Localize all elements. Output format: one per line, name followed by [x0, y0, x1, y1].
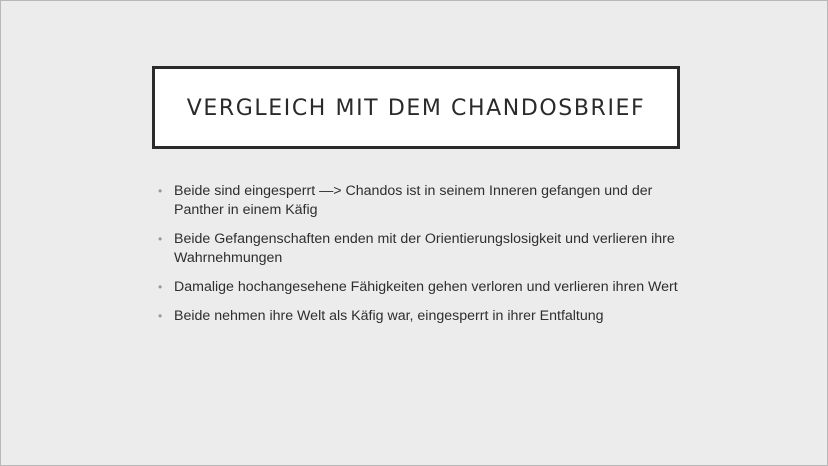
- bullet-item: [158, 307, 678, 326]
- bullet-icon: •: [158, 309, 163, 323]
- bullet-icon: •: [158, 232, 163, 246]
- bullet-item: [158, 230, 678, 268]
- bullet-text: Beide sind eingesperrt —> Chandos ist in seinem Inneren gefangen und der Panther in einem Käfig: [174, 183, 653, 218]
- bullet-text: Beide Gefangenschaften enden mit der Orientierungslosigkeit und verlieren ihre Wahrnehmungen: [174, 231, 675, 266]
- title-box: [152, 66, 680, 149]
- slide-title: VERGLEICH MIT DEM CHANDOSBRIEF: [186, 95, 646, 121]
- bullet-text: Beide nehmen ihre Welt als Käfig war, eingesperrt in ihrer Entfaltung: [174, 308, 604, 324]
- bullet-item: [158, 182, 678, 220]
- bullet-list: [158, 182, 678, 336]
- bullet-icon: •: [158, 280, 163, 294]
- bullet-icon: •: [158, 184, 163, 198]
- bullet-item: [158, 278, 678, 297]
- bullet-text: Damalige hochangesehene Fähigkeiten gehen verloren und verlieren ihren Wert: [174, 279, 678, 295]
